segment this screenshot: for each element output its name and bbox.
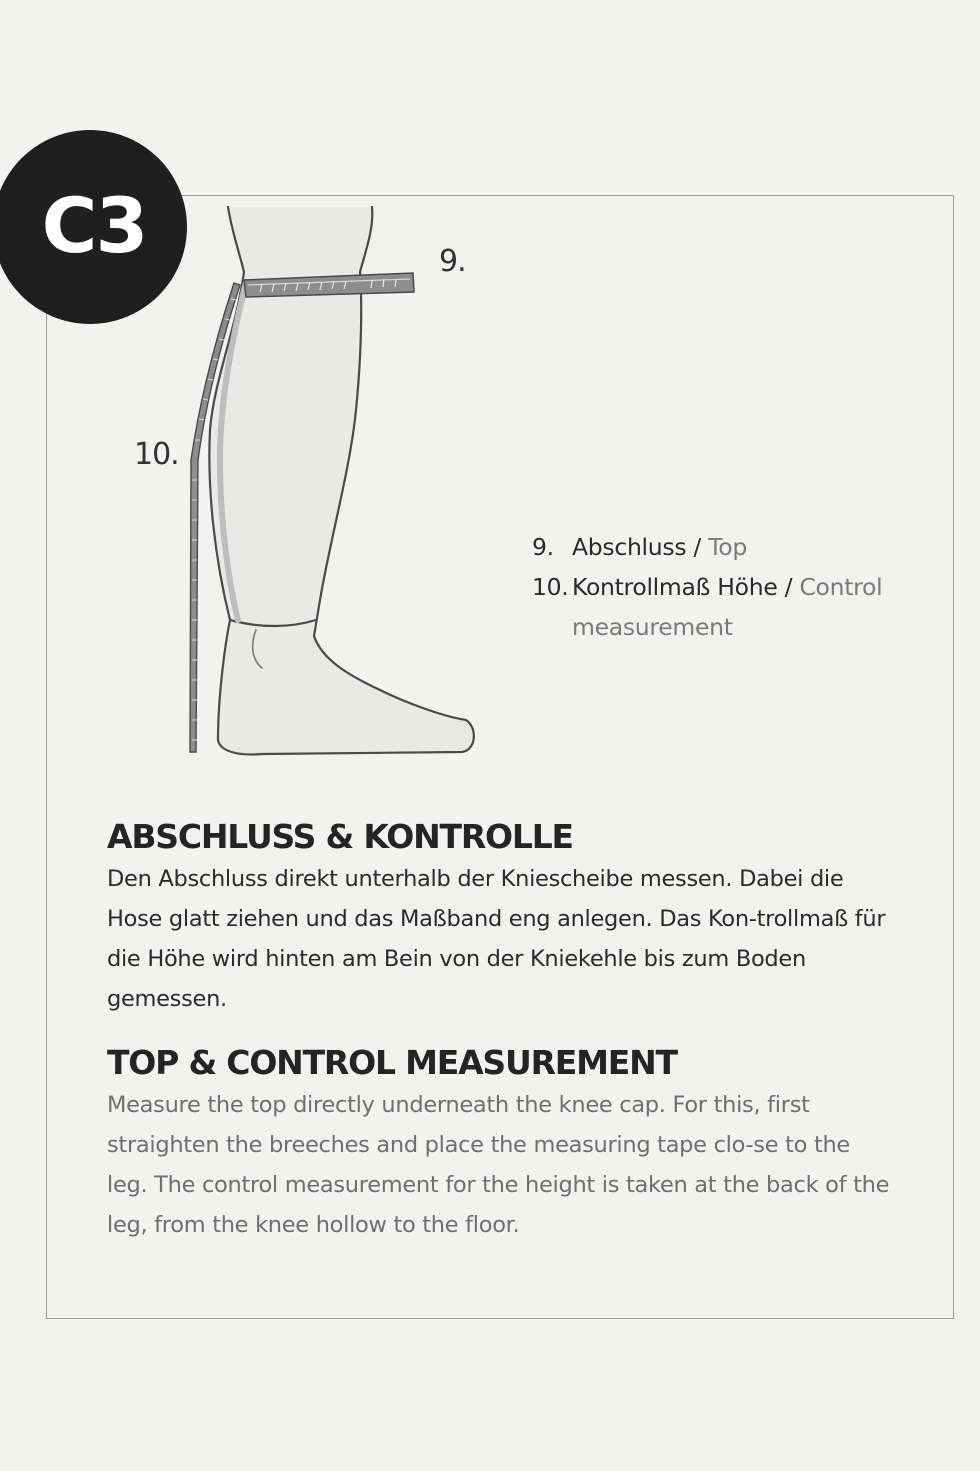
- legend-item: [532, 527, 932, 567]
- legend-item-separator: /: [686, 533, 709, 561]
- label-height-number: 10.: [134, 437, 179, 472]
- german-instructions: [107, 815, 907, 1019]
- english-instructions: [107, 1041, 907, 1245]
- label-top-number: 9.: [439, 244, 466, 279]
- legend-item-text: [572, 567, 932, 647]
- legend-item-en: Top: [708, 533, 747, 561]
- legend-item-de: Abschluss: [572, 533, 687, 561]
- legend-item-de: Kontrollmaß Höhe: [572, 573, 778, 601]
- english-body: Measure the top directly underneath the knee cap. For this, first straighten the breeches and place the measuring tape clo-se to the leg. The control measurement for the height is taken at the back of the leg, from the knee hollow to the floor.: [107, 1092, 890, 1238]
- legend-item-text: [572, 527, 932, 567]
- legend-item-number: 10.: [532, 573, 569, 601]
- legend-item-number: 9.: [532, 533, 554, 561]
- legend-item-separator: /: [777, 573, 800, 601]
- german-heading: ABSCHLUSS & KONTROLLE: [107, 817, 573, 856]
- size-badge-label: C3: [41, 180, 147, 270]
- english-heading: TOP & CONTROL MEASUREMENT: [107, 1043, 677, 1082]
- german-body: Den Abschluss direkt unterhalb der Kniescheibe messen. Dabei die Hose glatt ziehen und das Maßband eng anlegen. Das Kon-trollmaß für die Höhe wird hinten am Bein von der Kniekehle bis zum Boden gemessen.: [107, 866, 886, 1012]
- legend-item: [532, 567, 932, 647]
- measurement-legend: [532, 527, 932, 647]
- legend-item-en: Control measurement: [572, 573, 883, 641]
